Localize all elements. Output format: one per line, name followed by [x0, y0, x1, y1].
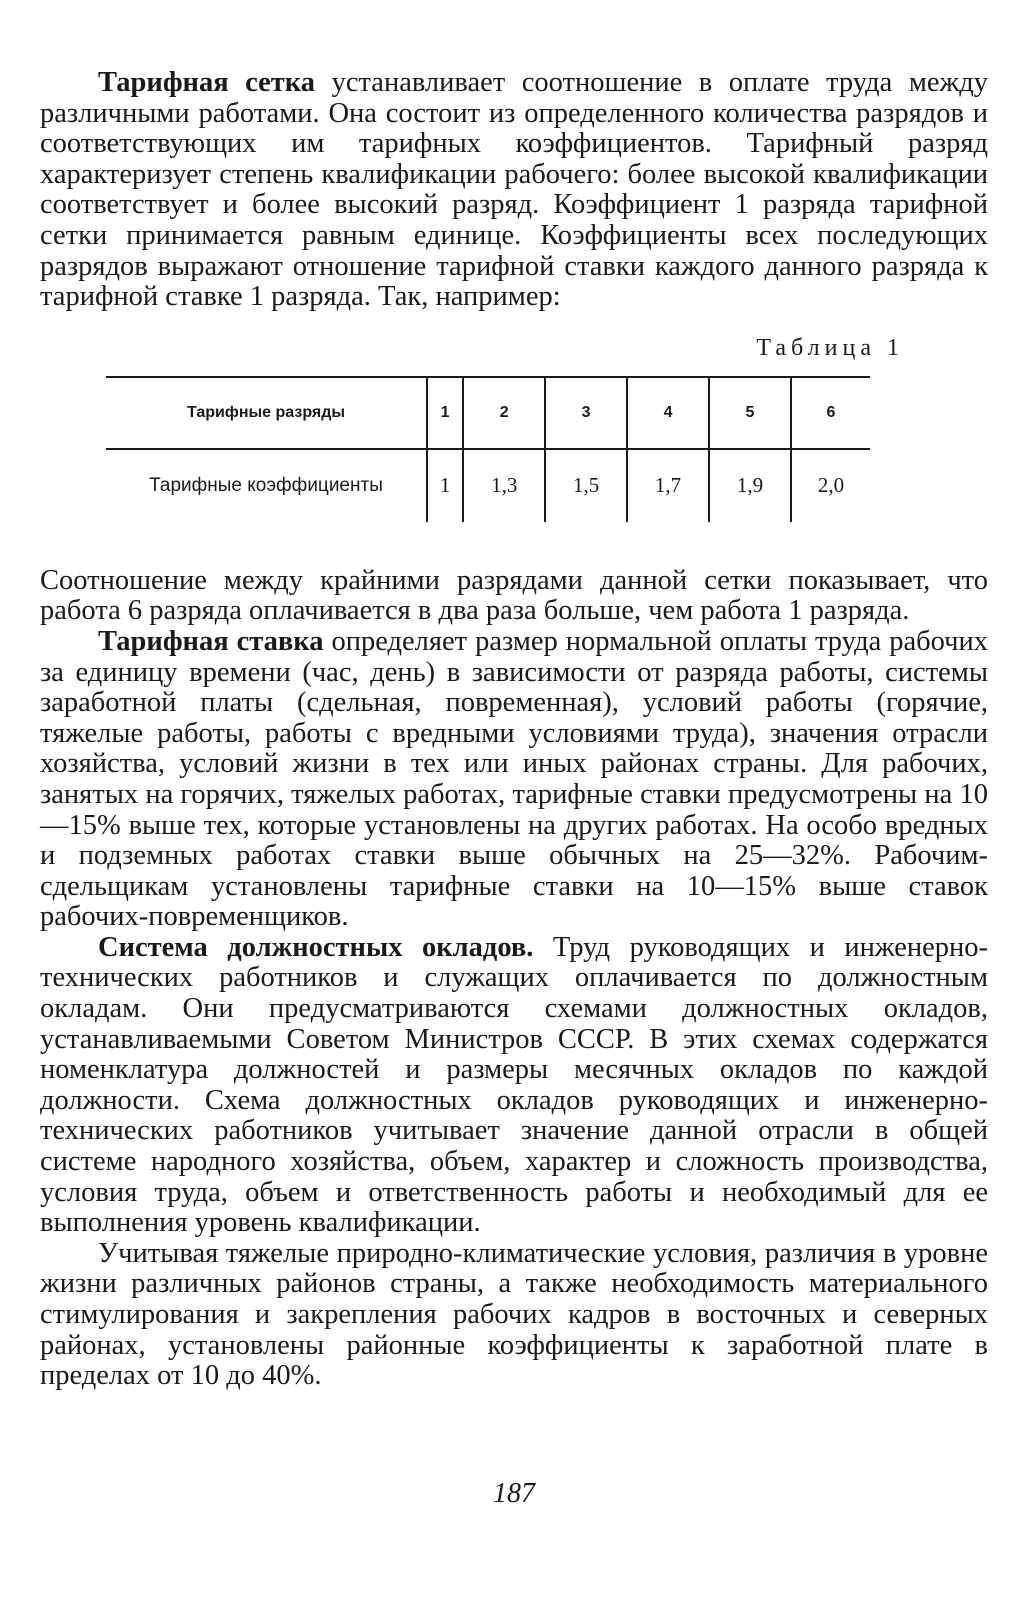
coefficient-cell: 1,5 — [545, 449, 627, 522]
row-label-cell: Тарифные коэффициенты — [149, 474, 383, 496]
header-label-cell: Тарифные разряды — [186, 403, 346, 421]
paragraph-tariff-rate-text: определяет размер нормальной оплаты труда рабочих за единицу времени (час, день) в зависимости от разряда работы, системы заработной платы (сдельная, повременная), условий работы (горячие, тяжелые работы, работы с вредными условиями труда), значения отрасли хозяйства, условий жизни в тех или иных районах страны. Для рабочих, занятых на горячих, тяжелых работах, тарифные ставки предусмотрены на 10—15% выше тех, которые установлены на других работах. На особо вредных и подземных работах ставки выше обычных на 25—32%. Рабочим-сдельщикам установлены тарифные ставки на 10—15% выше ставок рабочих-повременщиков. — [40, 625, 988, 933]
table-caption: Таблица 1 — [756, 334, 904, 361]
coefficient-cell: 2,0 — [791, 449, 870, 522]
grade-cell: 5 — [709, 377, 791, 449]
coefficient-cell: 1,3 — [463, 449, 545, 522]
page-number: 187 — [493, 1478, 535, 1509]
paragraph-regional-coefficients: Учитывая тяжелые природно-климатические условия, различия в уровне жизни различных районов страны, а также необходимость материального стимулирования и закрепления рабочих кадров в восточных и северных районах, установлены районные коэффициенты к заработной плате в пределах от 10 до 40%. — [40, 1237, 988, 1392]
grade-cell: 1 — [427, 377, 463, 449]
document-page — [40, 68, 988, 1392]
paragraph-tariff-rate — [40, 627, 988, 933]
coefficient-cell: 1,7 — [627, 449, 709, 522]
coefficient-cell: 1,9 — [709, 449, 791, 522]
paragraph-tariff-grid — [40, 68, 988, 313]
paragraph-salary-system — [40, 933, 988, 1239]
term-salary-system: Система должностных окладов. — [98, 931, 534, 963]
paragraph-extreme-grades: Соотношение между крайними разрядами данной сетки показывает, что работа 6 разряда оплачивается в два раза больше, чем работа 1 разряда. — [40, 564, 988, 627]
paragraph-tariff-grid-text: устанавливает соотношение в оплате труда между различными работами. Она состоит из определенного количества разрядов и соответствующих им тарифных коэффициентов. Тарифный разряд характеризует степень квалификации рабочего: более высокой квалификации соответствует и более высокий разряд. Коэффициент 1 разряда тарифной сетки принимается равным единице. Коэффициенты всех последующих разрядов выражают отношение тарифной ставки каждого данного разряда к тарифной ставке 1 разряда. Так, например: — [40, 67, 988, 313]
paragraph-salary-system-text: Труд руководящих и инженерно-технических работников и служащих оплачивается по должностным окладам. Они предусматриваются схемами должностных окладов, устанавливаемыми Советом Министров СССР. В этих схемах содержатся номенклатура должностей и размеры месячных окладов по каждой должности. Схема должностных окладов руководящих и инженерно-технических работников учитывает значение данной отрасли в общей системе народного хозяйства, объем, характер и сложность производства, условия труда, объем и ответственность работы и необходимый для ее выполнения уровень квалификации. — [40, 931, 989, 1239]
grade-cell: 6 — [791, 377, 870, 449]
tariff-table — [106, 376, 870, 522]
table-header-row — [106, 377, 870, 449]
table-row — [106, 449, 870, 522]
coefficient-cell: 1 — [427, 449, 463, 522]
grade-cell: 3 — [545, 377, 627, 449]
term-tariff-rate: Тарифная ставка — [98, 625, 324, 657]
grade-cell: 4 — [627, 377, 709, 449]
term-tariff-grid: Тарифная сетка — [98, 67, 316, 98]
grade-cell: 2 — [463, 377, 545, 449]
